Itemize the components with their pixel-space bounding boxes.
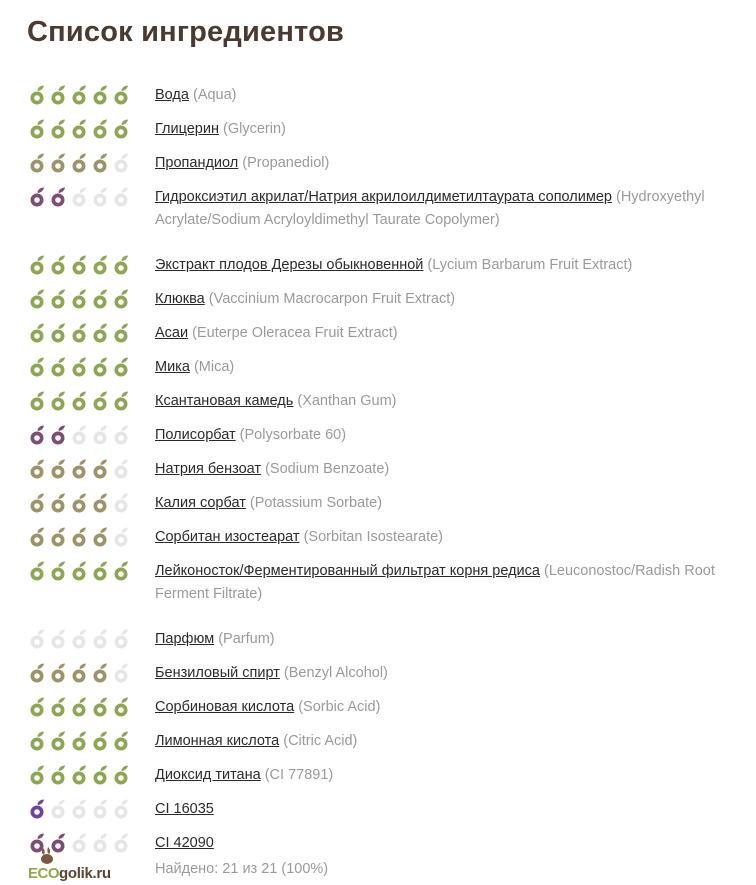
rating-drop-filled-icon: [112, 254, 131, 276]
rating-drop-empty-icon: [112, 492, 131, 514]
page-title: Список ингредиентов: [27, 16, 345, 48]
safety-rating: [28, 492, 131, 514]
ingredient-row: [0, 622, 756, 656]
safety-rating: [28, 322, 131, 344]
rating-drop-empty-icon: [91, 424, 110, 446]
rating-drop-filled-icon: [28, 356, 47, 378]
ingredient-inci-name: (Aqua): [192, 87, 237, 103]
ingredient-row: [0, 350, 756, 384]
rating-drop-filled-icon: [70, 662, 89, 684]
safety-rating: [28, 152, 131, 174]
rating-drop-filled-icon: [28, 390, 47, 412]
safety-rating: [28, 424, 131, 446]
ingredient-text: [155, 696, 756, 719]
safety-rating: [28, 526, 131, 548]
rating-drop-filled-icon: [70, 84, 89, 106]
rating-drop-filled-icon: [49, 696, 68, 718]
rating-drop-filled-icon: [112, 696, 131, 718]
rating-drop-filled-icon: [91, 730, 110, 752]
rating-drop-filled-icon: [112, 560, 131, 582]
ingredient-row: [0, 384, 756, 418]
ingredient-link[interactable]: Диоксид титана: [155, 767, 261, 783]
ingredient-row: [0, 146, 756, 180]
rating-drop-empty-icon: [91, 186, 110, 208]
ingredient-link[interactable]: Ксантановая камедь: [155, 393, 294, 409]
rating-drop-filled-icon: [28, 288, 47, 310]
rating-drop-empty-icon: [112, 628, 131, 650]
rating-drop-filled-icon: [49, 560, 68, 582]
rating-drop-filled-icon: [91, 152, 110, 174]
rating-drop-filled-icon: [70, 356, 89, 378]
rating-drop-filled-icon: [28, 730, 47, 752]
ingredient-link[interactable]: Парфюм: [155, 631, 215, 647]
ecogolik-logo[interactable]: [28, 852, 128, 882]
rating-drop-filled-icon: [112, 730, 131, 752]
safety-rating: [28, 84, 131, 106]
rating-drop-filled-icon: [70, 730, 89, 752]
safety-rating: [28, 458, 131, 480]
ingredient-inci-name: (Lycium Barbarum Fruit Extract): [427, 257, 633, 273]
ingredient-text: [155, 186, 756, 232]
ingredient-link[interactable]: CI 16035: [155, 801, 214, 817]
ingredient-link[interactable]: Полисорбат: [155, 427, 236, 443]
rating-drop-filled-icon: [70, 322, 89, 344]
logo-domain-text: golik.ru: [59, 865, 111, 882]
ingredient-inci-name: (Hydroxyethyl Acrylate/Sodium Acryloyldimethyl Taurate Copolymer): [155, 189, 705, 228]
rating-drop-empty-icon: [70, 424, 89, 446]
ingredient-text: [155, 152, 756, 175]
ingredient-link[interactable]: Мика: [155, 359, 190, 375]
rating-drop-filled-icon: [49, 424, 68, 446]
ingredient-text: [155, 492, 756, 515]
rating-drop-filled-icon: [70, 492, 89, 514]
ingredient-text: [155, 356, 756, 379]
rating-drop-filled-icon: [70, 458, 89, 480]
ingredient-inci-name: (Polysorbate 60): [239, 427, 347, 443]
rating-drop-filled-icon: [49, 390, 68, 412]
rating-drop-empty-icon: [112, 152, 131, 174]
ingredient-text: [155, 628, 756, 651]
ingredient-text: [155, 730, 756, 753]
rating-drop-filled-icon: [28, 254, 47, 276]
safety-rating: [28, 118, 131, 140]
rating-drop-empty-icon: [49, 628, 68, 650]
ingredient-inci-name: (Sorbitan Isostearate): [303, 529, 444, 545]
bunny-icon: [37, 846, 57, 866]
ingredient-inci-name: (Citric Acid): [283, 733, 358, 749]
rating-drop-filled-icon: [91, 84, 110, 106]
safety-rating: [28, 356, 131, 378]
rating-drop-filled-icon: [112, 118, 131, 140]
rating-drop-filled-icon: [91, 662, 110, 684]
rating-drop-filled-icon: [28, 152, 47, 174]
ingredient-text: [155, 458, 756, 481]
rating-drop-empty-icon: [112, 458, 131, 480]
ingredient-inci-name: (Sorbic Acid): [298, 699, 381, 715]
ingredient-link[interactable]: Калия сорбат: [155, 495, 246, 511]
ingredient-inci-name: (Euterpe Oleracea Fruit Extract): [192, 325, 398, 341]
ingredient-row: [0, 554, 756, 622]
ingredient-inci-name: (Leuconostoc/Radish Root Ferment Filtrate): [155, 563, 715, 602]
rating-drop-filled-icon: [49, 186, 68, 208]
ingredient-inci-name: (Glycerin): [223, 121, 286, 137]
safety-rating: [28, 662, 131, 684]
rating-drop-filled-icon: [28, 526, 47, 548]
ingredient-link[interactable]: Лимонная кислота: [155, 733, 280, 749]
rating-drop-filled-icon: [91, 526, 110, 548]
rating-drop-filled-icon: [49, 152, 68, 174]
rating-drop-empty-icon: [70, 186, 89, 208]
footer: [0, 844, 756, 885]
ingredient-text: [155, 560, 756, 606]
safety-rating: [28, 764, 131, 786]
ingredient-link[interactable]: Сорбитан изостеарат: [155, 529, 300, 545]
rating-drop-filled-icon: [28, 798, 47, 820]
rating-drop-filled-icon: [49, 84, 68, 106]
ingredient-row: [0, 792, 756, 826]
found-count: Найдено: 21 из 21 (100%): [155, 861, 329, 877]
ingredient-inci-name: (Propanediol): [242, 155, 330, 171]
rating-drop-filled-icon: [112, 84, 131, 106]
rating-drop-filled-icon: [49, 764, 68, 786]
rating-drop-filled-icon: [70, 118, 89, 140]
ingredient-link[interactable]: Экстракт плодов Дерезы обыкновенной: [155, 257, 424, 273]
ingredient-inci-name: (Parfum): [218, 631, 275, 647]
ingredient-row: [0, 656, 756, 690]
safety-rating: [28, 288, 131, 310]
rating-drop-filled-icon: [112, 356, 131, 378]
rating-drop-filled-icon: [49, 526, 68, 548]
ingredient-row: [0, 282, 756, 316]
ingredient-inci-name: (Vaccinium Macrocarpon Fruit Extract): [208, 291, 456, 307]
rating-drop-filled-icon: [28, 424, 47, 446]
ingredient-inci-name: (Mica): [193, 359, 235, 375]
rating-drop-filled-icon: [28, 492, 47, 514]
rating-drop-filled-icon: [91, 492, 110, 514]
rating-drop-filled-icon: [70, 696, 89, 718]
ingredient-row: [0, 418, 756, 452]
ingredient-list: [0, 78, 756, 860]
rating-drop-empty-icon: [91, 628, 110, 650]
rating-drop-empty-icon: [28, 628, 47, 650]
safety-rating: [28, 560, 131, 582]
rating-drop-filled-icon: [112, 764, 131, 786]
ingredient-row: [0, 486, 756, 520]
rating-drop-filled-icon: [91, 696, 110, 718]
rating-drop-empty-icon: [70, 798, 89, 820]
ingredient-text: [155, 662, 756, 685]
ingredient-text: [155, 798, 756, 821]
ingredient-text: [155, 764, 756, 787]
rating-drop-filled-icon: [70, 254, 89, 276]
rating-drop-filled-icon: [70, 152, 89, 174]
rating-drop-filled-icon: [28, 458, 47, 480]
safety-rating: [28, 186, 131, 208]
ingredient-row: [0, 724, 756, 758]
rating-drop-filled-icon: [28, 560, 47, 582]
ingredient-text: [155, 118, 756, 141]
rating-drop-filled-icon: [49, 288, 68, 310]
rating-drop-filled-icon: [91, 254, 110, 276]
ingredient-text: [155, 84, 756, 107]
ingredient-link[interactable]: Гидроксиэтил акрилат/Натрия акрилоилдиметилтаурата сополимер: [155, 189, 612, 205]
rating-drop-filled-icon: [70, 288, 89, 310]
ingredient-row: [0, 316, 756, 350]
rating-drop-filled-icon: [28, 84, 47, 106]
ingredient-text: [155, 390, 756, 413]
ingredient-inci-name: (Potassium Sorbate): [249, 495, 383, 511]
ingredient-row: [0, 520, 756, 554]
ingredient-link[interactable]: Глицерин: [155, 121, 219, 137]
rating-drop-filled-icon: [49, 118, 68, 140]
rating-drop-filled-icon: [49, 356, 68, 378]
logo-eco-text: ECO: [28, 865, 60, 882]
ingredient-inci-name: (Sodium Benzoate): [265, 461, 390, 477]
ingredient-text: [155, 424, 756, 447]
ingredient-inci-name: (Benzyl Alcohol): [283, 665, 388, 681]
rating-drop-filled-icon: [91, 288, 110, 310]
rating-drop-filled-icon: [70, 764, 89, 786]
ingredient-text: [155, 526, 756, 549]
rating-drop-filled-icon: [70, 560, 89, 582]
ingredient-link[interactable]: Клюква: [155, 291, 205, 307]
rating-drop-empty-icon: [112, 798, 131, 820]
ingredient-link[interactable]: Бензиловый спирт: [155, 665, 280, 681]
rating-drop-filled-icon: [91, 118, 110, 140]
rating-drop-empty-icon: [112, 662, 131, 684]
safety-rating: [28, 696, 131, 718]
rating-drop-filled-icon: [28, 764, 47, 786]
ingredient-row: [0, 452, 756, 486]
rating-drop-filled-icon: [49, 492, 68, 514]
rating-drop-filled-icon: [49, 662, 68, 684]
rating-drop-empty-icon: [91, 798, 110, 820]
safety-rating: [28, 798, 131, 820]
ingredient-row: [0, 78, 756, 112]
rating-drop-filled-icon: [112, 288, 131, 310]
rating-drop-filled-icon: [112, 322, 131, 344]
ingredient-inci-name: (Xanthan Gum): [297, 393, 397, 409]
rating-drop-filled-icon: [28, 118, 47, 140]
ingredient-row: [0, 758, 756, 792]
rating-drop-filled-icon: [28, 322, 47, 344]
rating-drop-filled-icon: [91, 322, 110, 344]
rating-drop-filled-icon: [28, 662, 47, 684]
ingredient-row: [0, 690, 756, 724]
safety-rating: [28, 254, 131, 276]
ingredient-row: [0, 248, 756, 282]
rating-drop-filled-icon: [112, 390, 131, 412]
safety-rating: [28, 628, 131, 650]
rating-drop-empty-icon: [70, 628, 89, 650]
ingredient-link[interactable]: Натрия бензоат: [155, 461, 262, 477]
ingredient-text: [155, 288, 756, 311]
rating-drop-empty-icon: [112, 424, 131, 446]
rating-drop-empty-icon: [49, 798, 68, 820]
rating-drop-filled-icon: [91, 390, 110, 412]
rating-drop-filled-icon: [91, 458, 110, 480]
rating-drop-filled-icon: [49, 458, 68, 480]
rating-drop-filled-icon: [91, 356, 110, 378]
rating-drop-filled-icon: [49, 322, 68, 344]
ingredient-link[interactable]: Сорбиновая кислота: [155, 699, 295, 715]
ingredient-text: [155, 322, 756, 345]
ingredient-link[interactable]: Вода: [155, 87, 189, 103]
rating-drop-filled-icon: [49, 254, 68, 276]
rating-drop-filled-icon: [70, 526, 89, 548]
ingredient-row: [0, 112, 756, 146]
ingredient-inci-name: (CI 77891): [264, 767, 334, 783]
rating-drop-filled-icon: [91, 560, 110, 582]
ingredient-link[interactable]: CI 42090: [155, 835, 214, 851]
rating-drop-empty-icon: [112, 526, 131, 548]
rating-drop-filled-icon: [28, 696, 47, 718]
ingredient-text: [155, 254, 756, 277]
rating-drop-filled-icon: [28, 186, 47, 208]
rating-drop-filled-icon: [70, 390, 89, 412]
safety-rating: [28, 730, 131, 752]
ingredient-link[interactable]: Асаи: [155, 325, 189, 341]
rating-drop-filled-icon: [91, 764, 110, 786]
ingredient-link[interactable]: Пропандиол: [155, 155, 239, 171]
rating-drop-filled-icon: [49, 730, 68, 752]
safety-rating: [28, 390, 131, 412]
ingredient-row: [0, 180, 756, 248]
ingredient-link[interactable]: Лейконосток/Ферментированный фильтрат корня редиса: [155, 563, 540, 579]
rating-drop-empty-icon: [112, 186, 131, 208]
